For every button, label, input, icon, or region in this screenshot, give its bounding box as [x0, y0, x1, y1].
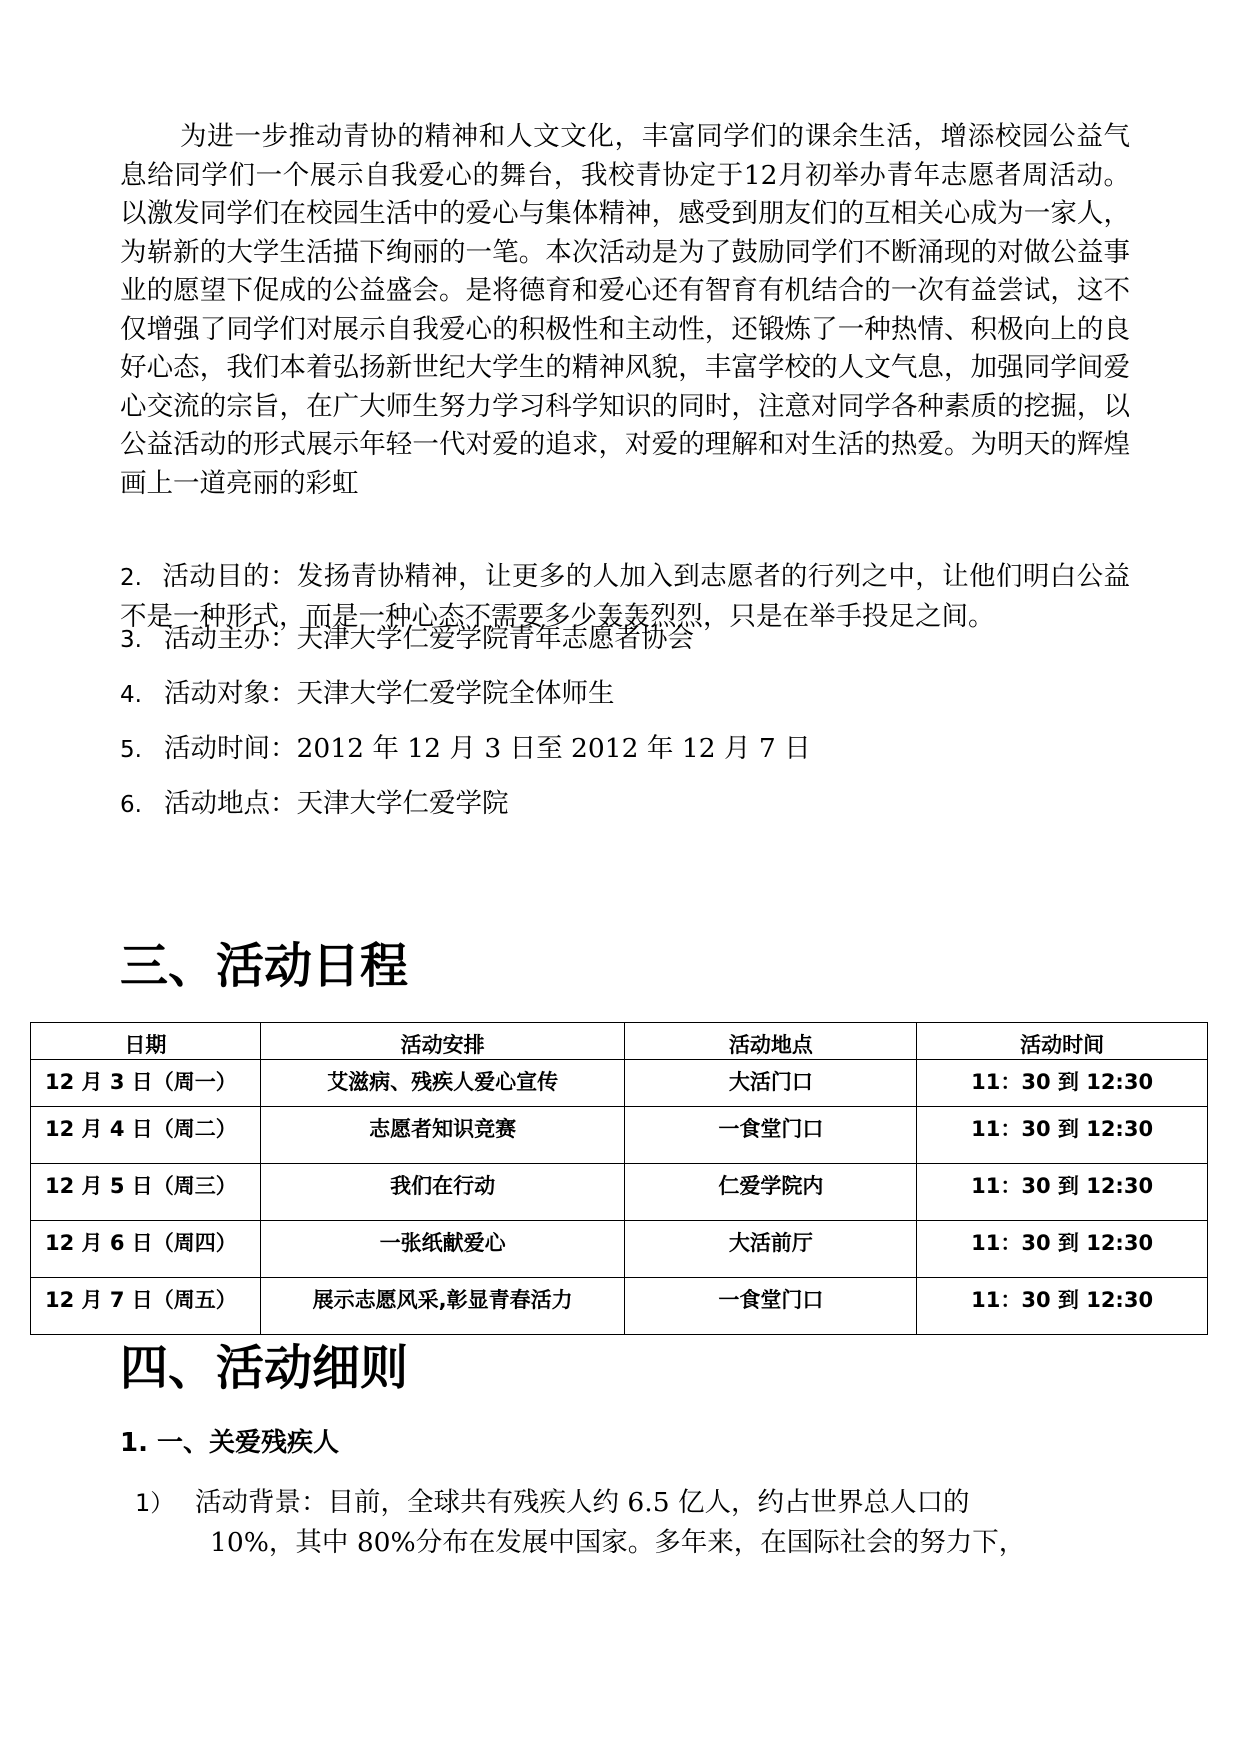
schedule-table — [30, 1022, 1208, 1335]
table-row — [31, 1107, 1208, 1164]
cell-activity: 展示志愿风采,彰显青春活力 — [260, 1278, 625, 1335]
table-row — [31, 1278, 1208, 1335]
detail-line-2: 10%，其中 80%分布在发展中国家。多年来，在国际社会的努力下， — [210, 1527, 1026, 1558]
intro-paragraph: 为进一步推动青协的精神和人文文化，丰富同学们的课余生活，增添校园公益气息给同学们一个展示自我爱心的舞台，我校青协定于12月初举办青年志愿者周活动。以激发同学们在校园生活中的爱心与集体精神，感受到朋友们的互相关心成为一家人，为崭新的大学生活描下绚丽的一笔。本次活动是为了鼓励同学们不断涌现的对做公益事业的愿望下促成的公益盛会。是将德育和爱心还有智育有机结合的一次有益尝试，这不仅增强了同学们对展示自我爱心的积极性和主动性，还锻炼了一种热情、积极向上的良好心态，我们本着弘扬新世纪大学生的精神风貌，丰富学校的人文气息，加强同学间爱心交流的宗旨，在广大师生努力学习科学知识的同时，注意对同学各种素质的挖掘，以公益活动的形式展示年轻一代对爱的追求，对爱的理解和对生活的热爱。为明天的辉煌画上一道亮丽的彩虹 — [120, 121, 1130, 499]
list-item-organizer — [120, 620, 694, 660]
cell-date: 12 月 7 日（周五） — [31, 1278, 261, 1335]
cell-location: 大活前厅 — [625, 1221, 917, 1278]
cell-time: 11：30 到 12:30 — [917, 1107, 1208, 1164]
item-number: 6. — [120, 792, 142, 818]
column-header-location: 活动地点 — [625, 1023, 917, 1060]
item-number: 3. — [120, 627, 142, 653]
subsection-heading-disabled-care: 1. 一、关爱残疾人 — [120, 1428, 340, 1458]
item-text: 活动主办：天津大学仁爱学院青年志愿者协会 — [164, 623, 694, 654]
cell-time: 11：30 到 12:30 — [917, 1164, 1208, 1221]
cell-time: 11：30 到 12:30 — [917, 1278, 1208, 1335]
item-text: 活动地点：天津大学仁爱学院 — [164, 788, 509, 819]
table-header-row — [31, 1023, 1208, 1060]
column-header-activity: 活动安排 — [260, 1023, 625, 1060]
item-number: 4. — [120, 682, 142, 708]
column-header-time: 活动时间 — [917, 1023, 1208, 1060]
list-item-time — [120, 730, 811, 770]
item-number: 5. — [120, 737, 142, 763]
item-text: 活动对象：天津大学仁爱学院全体师生 — [164, 678, 615, 709]
cell-activity: 志愿者知识竞赛 — [260, 1107, 625, 1164]
list-item-location — [120, 785, 509, 825]
cell-activity: 艾滋病、残疾人爱心宣传 — [260, 1060, 625, 1107]
table-row — [31, 1164, 1208, 1221]
item-text: 活动目的：发扬青协精神，让更多的人加入到志愿者的行列之中，让他们明白公益不是一种形式，而是一种心态不需要多少轰轰烈烈，只是在举手投足之间。 — [120, 561, 1130, 632]
column-header-date: 日期 — [31, 1023, 261, 1060]
cell-date: 12 月 4 日（周二） — [31, 1107, 261, 1164]
cell-time: 11：30 到 12:30 — [917, 1060, 1208, 1107]
list-item-audience — [120, 675, 615, 715]
cell-location: 大活门口 — [625, 1060, 917, 1107]
table-row — [31, 1060, 1208, 1107]
item-number: 2. — [120, 565, 142, 591]
detail-line-1: 活动背景：目前，全球共有残疾人约 6.5 亿人，约占世界总人口的 — [195, 1487, 970, 1518]
cell-activity: 一张纸献爱心 — [260, 1221, 625, 1278]
cell-date: 12 月 6 日（周四） — [31, 1221, 261, 1278]
table-row — [31, 1221, 1208, 1278]
detail-item-background — [135, 1483, 1115, 1563]
section-heading-details: 四、活动细则 — [120, 1340, 409, 1396]
cell-location: 一食堂门口 — [625, 1107, 917, 1164]
cell-location: 仁爱学院内 — [625, 1164, 917, 1221]
cell-activity: 我们在行动 — [260, 1164, 625, 1221]
section-heading-schedule: 三、活动日程 — [120, 938, 409, 994]
cell-date: 12 月 3 日（周一） — [31, 1060, 261, 1107]
detail-number: 1） — [135, 1489, 175, 1517]
cell-time: 11：30 到 12:30 — [917, 1221, 1208, 1278]
item-text: 活动时间：2012 年 12 月 3 日至 2012 年 12 月 7 日 — [164, 733, 811, 764]
cell-location: 一食堂门口 — [625, 1278, 917, 1335]
cell-date: 12 月 5 日（周三） — [31, 1164, 261, 1221]
